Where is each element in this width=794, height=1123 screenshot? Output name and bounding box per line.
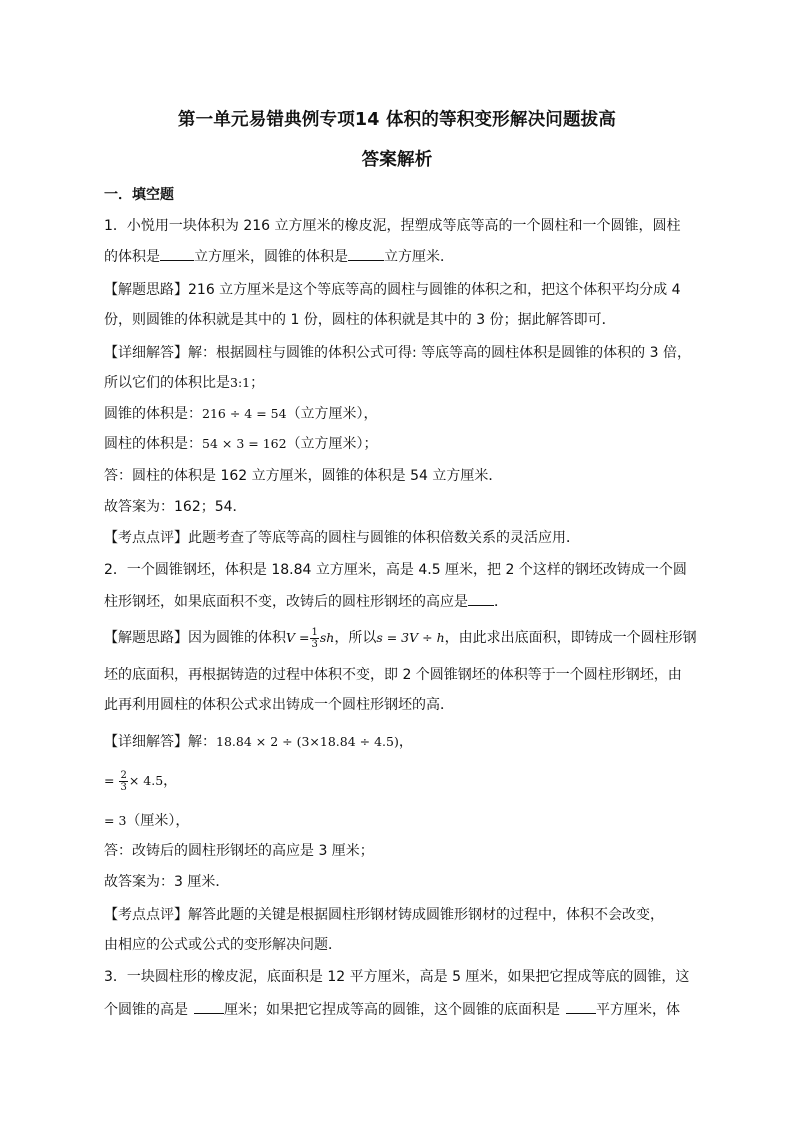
- q1-text: 立方厘米．: [384, 249, 454, 265]
- math-expression: [104, 770, 164, 793]
- math-expression: [286, 627, 335, 650]
- idea-text: ，由此求出底面积，即铸成一个圆柱形钢: [444, 630, 697, 646]
- q3-text: 个圆锥的高是: [104, 1002, 188, 1018]
- formula-sh: sh: [319, 630, 335, 645]
- q2-idea-line-2: 坯的底面积，再根据铸造的过程中体积不变，即 2 个圆锥钢坯的体积等于一个圆柱形钢坯，由: [104, 667, 682, 683]
- q2-comment-line-1: [104, 906, 704, 924]
- idea-text: ，所以: [334, 630, 377, 646]
- detail-tag: 【详细解答】: [104, 734, 188, 750]
- document-title: 第一单元易错典例专项14 体积的等积变形解决问题拔高: [177, 110, 617, 130]
- fraction-denominator: 3: [120, 782, 127, 793]
- q3-text-line-1: 3．一块圆柱形的橡皮泥，底面积是 12 平方厘米，高是 5 厘米，如果把它捏成等底的圆锥，这: [104, 969, 690, 985]
- math-expression: 54 × 3 = 162: [202, 436, 287, 451]
- answer-blank: [566, 1000, 596, 1014]
- q2-answer-line: 答：改铸后的圆柱形钢坯的高应是 3 厘米；: [104, 843, 374, 859]
- math-expression: 18.84 × 2 ÷ (3×18.84 ÷ 4.5): [216, 734, 399, 749]
- formula-v: V =: [286, 630, 310, 645]
- detail-text: ；: [250, 375, 265, 391]
- math-expression: = 3: [104, 813, 127, 828]
- q3-text: 平方厘米，体: [596, 1002, 680, 1018]
- comment-tag: 【考点点评】: [104, 907, 188, 923]
- detail-tag: 【详细解答】: [104, 345, 188, 361]
- detail-text: ，: [398, 734, 413, 750]
- q2-text: ．: [494, 594, 508, 610]
- idea-text: 因为圆锥的体积: [188, 630, 286, 646]
- q2-text-line-2: [104, 592, 704, 611]
- q1-detail-line-1: [104, 344, 704, 362]
- q1-comment-line: [104, 529, 704, 547]
- idea-tag: 【解题思路】: [104, 630, 188, 646]
- answer-blank: [160, 247, 194, 261]
- document-subtitle: 答案解析: [361, 150, 433, 170]
- detail-text: 所以它们的体积比是: [104, 375, 230, 391]
- math-expression: 3:1: [230, 375, 251, 390]
- detail-text: （立方厘米），: [286, 406, 378, 422]
- q3-text-line-2: [104, 1000, 704, 1019]
- q1-text: 的体积是: [104, 249, 160, 265]
- answer-blank: [468, 592, 494, 606]
- comment-text: 解答此题的关键是根据圆柱形钢材铸成圆锥形钢材的过程中，体积不会改变，: [188, 907, 664, 923]
- q1-text-line-1: 1．小悦用一块体积为 216 立方厘米的橡皮泥，捏塑成等底等高的一个圆柱和一个圆锥，圆柱: [104, 218, 681, 234]
- q2-detail-line-1: [104, 733, 704, 751]
- fraction-numerator: 1: [311, 627, 318, 638]
- q1-text-line-2: [104, 247, 704, 266]
- formula-s: s = 3V ÷ h: [376, 630, 445, 645]
- q1-detail-line-3: [104, 405, 704, 423]
- q2-text: 柱形钢坯，如果底面积不变，改铸后的圆柱形钢坯的高应是: [104, 594, 468, 610]
- q2-comment-line-2: 由相应的公式或公式的变形解决问题．: [104, 937, 342, 953]
- q2-final-answer: 故答案为：3 厘米．: [104, 874, 230, 890]
- q3-text: 厘米；如果把它捏成等高的圆锥，这个圆锥的底面积是: [224, 1002, 560, 1018]
- detail-text: ，: [163, 773, 178, 789]
- fraction: [310, 627, 318, 650]
- q2-idea-line-1: [104, 627, 704, 650]
- q1-detail-line-4: [104, 435, 704, 453]
- detail-text: 解：根据圆柱与圆锥的体积公式可得: 等底等高的圆柱体积是圆锥的体积的 3 倍，: [188, 345, 691, 361]
- comment-tag: 【考点点评】: [104, 530, 188, 546]
- q1-text: 立方厘米，圆锥的体积是: [194, 249, 348, 265]
- idea-text: 216 立方厘米是这个等底等高的圆柱与圆锥的体积之和，把这个体积平均分成 4: [188, 282, 681, 298]
- math-expression: [376, 630, 444, 645]
- math-expression: 216 ÷ 4 = 54: [202, 406, 287, 421]
- answer-blank: [194, 1000, 224, 1014]
- equals-sign: =: [104, 773, 115, 788]
- detail-text: 解：: [188, 734, 216, 750]
- answer-blank: [348, 247, 384, 261]
- multiply-expression: × 4.5: [128, 773, 164, 788]
- q2-detail-line-2: [104, 770, 704, 793]
- q2-idea-line-3: 此再利用圆柱的体积公式求出铸成一个圆柱形钢坯的高．: [104, 697, 454, 713]
- fraction-numerator: 2: [120, 770, 127, 781]
- idea-tag: 【解题思路】: [104, 282, 188, 298]
- section-heading: 一．填空题: [104, 187, 174, 203]
- detail-text: （立方厘米）；: [286, 436, 378, 452]
- detail-text: 圆锥的体积是：: [104, 406, 202, 422]
- fraction: [119, 770, 127, 793]
- q1-final-answer: 故答案为：162；54．: [104, 499, 247, 515]
- q1-idea-line-2: 份，则圆锥的体积就是其中的 1 份，圆柱的体积就是其中的 3 份；据此解答即可．: [104, 312, 616, 328]
- detail-text: （厘米），: [126, 813, 190, 829]
- q2-text-line-1: 2．一个圆锥钢坯，体积是 18.84 立方厘米，高是 4.5 厘米，把 2 个这样的钢坯改铸成一个圆: [104, 562, 687, 578]
- q1-answer-line: 答：圆柱的体积是 162 立方厘米，圆锥的体积是 54 立方厘米．: [104, 468, 503, 484]
- detail-text: 圆柱的体积是：: [104, 436, 202, 452]
- fraction-denominator: 3: [311, 639, 318, 650]
- q1-idea-line-1: [104, 281, 704, 299]
- q1-detail-line-2: [104, 374, 704, 392]
- q2-detail-line-3: [104, 812, 704, 830]
- comment-text: 此题考查了等底等高的圆柱与圆锥的体积倍数关系的灵活应用．: [188, 530, 580, 546]
